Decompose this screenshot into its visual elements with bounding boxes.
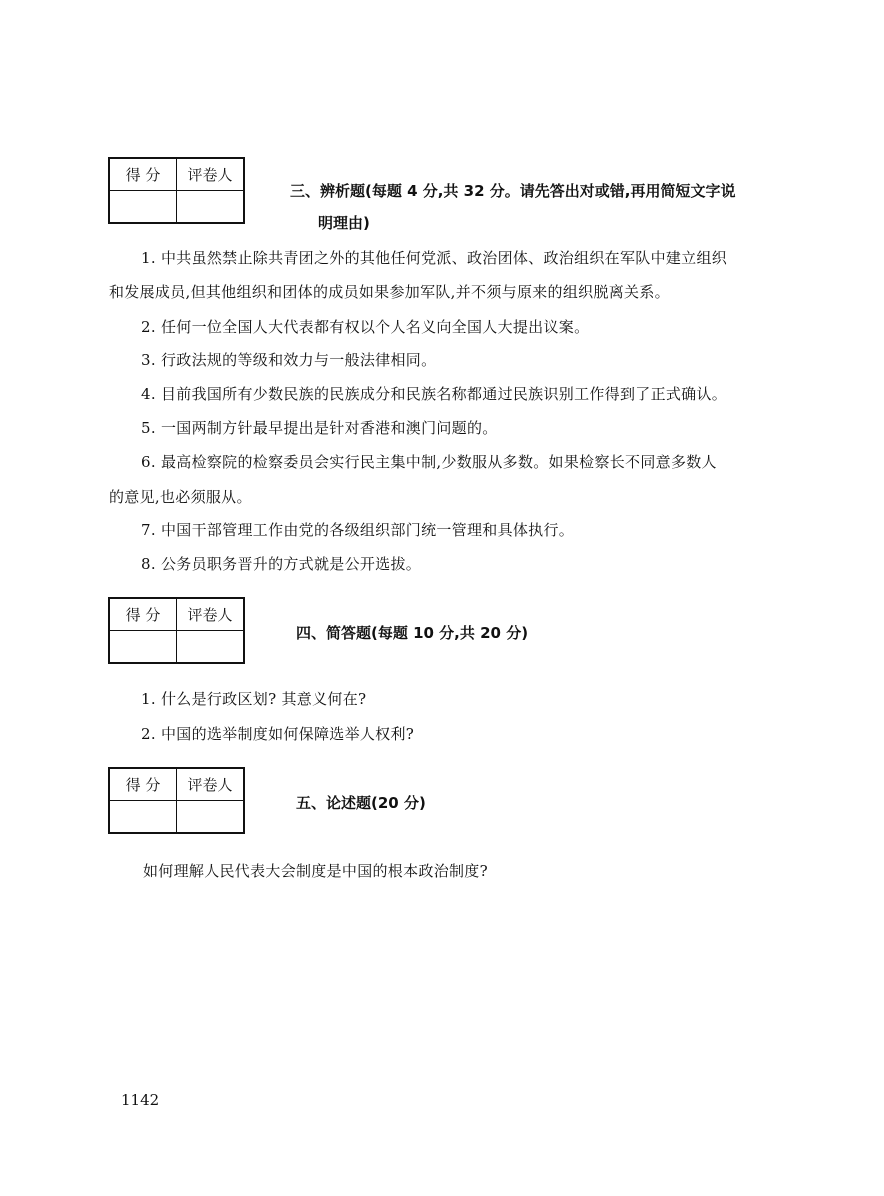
question-3-1-cont: 和发展成员,但其他组织和团体的成员如果参加军队,并不须与原来的组织脱离关系。	[109, 283, 670, 301]
question-4-1: 1. 什么是行政区划? 其意义何在?	[141, 690, 367, 708]
page-number: 1142	[121, 1091, 160, 1109]
question-3-7: 7. 中国干部管理工作由党的各级组织部门统一管理和具体执行。	[141, 521, 575, 539]
section3-title-cont: 明理由)	[318, 214, 370, 232]
score-label: 得 分	[109, 598, 177, 631]
score-label: 得 分	[109, 158, 177, 191]
grader-label: 评卷人	[177, 158, 245, 191]
grader-label: 评卷人	[177, 768, 245, 801]
score-label: 得 分	[109, 768, 177, 801]
question-3-1: 1. 中共虽然禁止除共青团之外的其他任何党派、政治团体、政治组织在军队中建立组织	[141, 249, 728, 267]
score-table-section3	[108, 157, 245, 224]
grader-cell[interactable]	[177, 801, 245, 834]
score-cell[interactable]	[109, 631, 177, 664]
section3-title: 三、辨析题(每题 4 分,共 32 分。请先答出对或错,再用简短文字说	[290, 182, 736, 200]
grader-cell[interactable]	[177, 631, 245, 664]
question-3-4: 4. 目前我国所有少数民族的民族成分和民族名称都通过民族识别工作得到了正式确认。	[141, 385, 728, 403]
question-3-3: 3. 行政法规的等级和效力与一般法律相同。	[141, 351, 437, 369]
section4-title: 四、简答题(每题 10 分,共 20 分)	[296, 624, 529, 642]
score-table-section5	[108, 767, 245, 834]
score-cell[interactable]	[109, 191, 177, 224]
question-3-6: 6. 最高检察院的检察委员会实行民主集中制,少数服从多数。如果检察长不同意多数人	[141, 453, 717, 471]
question-3-6-cont: 的意见,也必须服从。	[109, 488, 252, 506]
grader-label: 评卷人	[177, 598, 245, 631]
grader-cell[interactable]	[177, 191, 245, 224]
score-cell[interactable]	[109, 801, 177, 834]
section5-title: 五、论述题(20 分)	[296, 794, 426, 812]
question-3-5: 5. 一国两制方针最早提出是针对香港和澳门问题的。	[141, 419, 498, 437]
score-table-section4	[108, 597, 245, 664]
question-3-2: 2. 任何一位全国人大代表都有权以个人名义向全国人大提出议案。	[141, 318, 590, 336]
question-5-1: 如何理解人民代表大会制度是中国的根本政治制度?	[143, 862, 488, 880]
question-3-8: 8. 公务员职务晋升的方式就是公开选拔。	[141, 555, 422, 573]
question-4-2: 2. 中国的选举制度如何保障选举人权利?	[141, 725, 415, 743]
